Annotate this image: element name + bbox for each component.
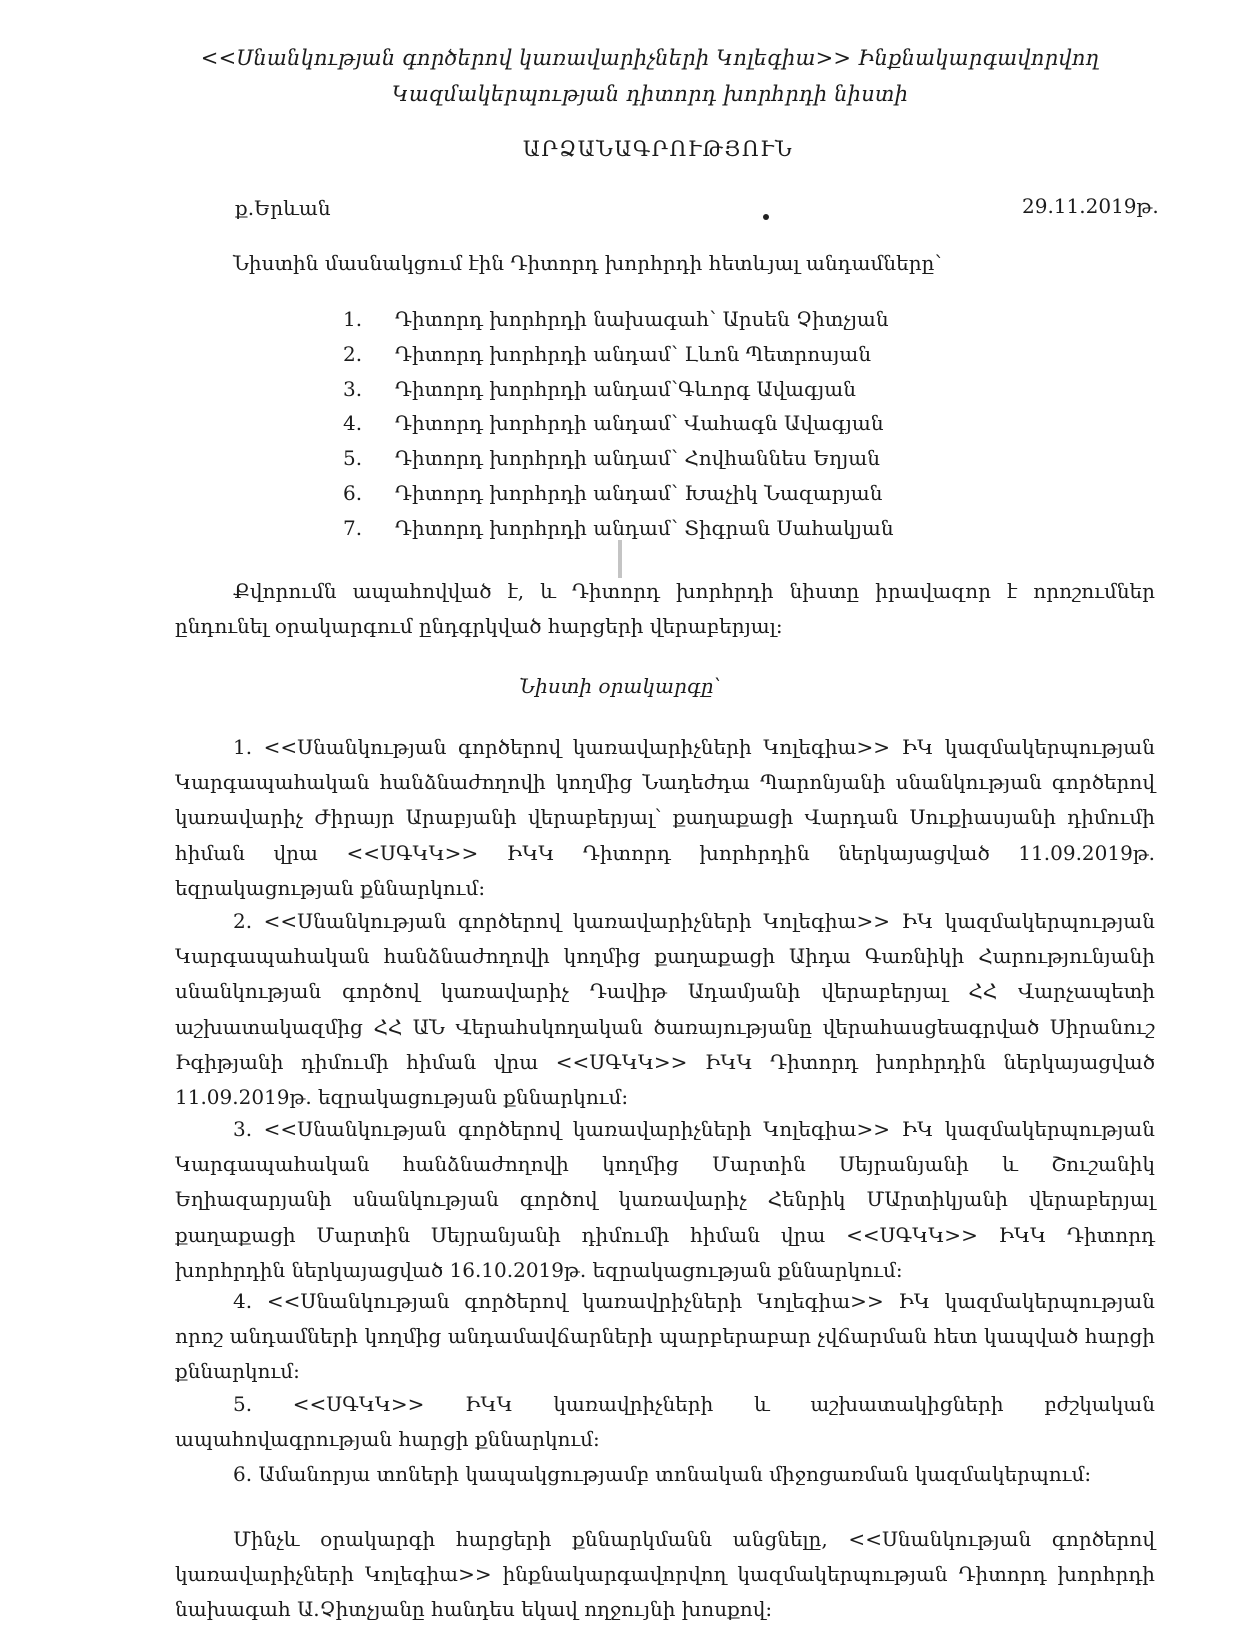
- member-text: Դիտորդ խորհրդի անդամ՝ Տիգրան Սահակյան: [395, 515, 894, 540]
- member-text: Դիտորդ խորհրդի անդամ՝ Հովհաննես Եղյան: [395, 446, 880, 471]
- agenda-item: 1. <<Սնանկության գործերով կառավարիչների Կոլեգիա>> ԻԿ կազմակերպության Կարգապահական հանձնաժողովի կողմից Նադեժդա Պարոնյանի սնանկության գործերով կառավարիչ Ժիրայր Արաբյանի վերաբերյալ՝ քաղաքացի Վարդան Սուքիասյանի դիմումի հիման վրա <<ՍԳԿԿ>> ԻԿԿ Դիտորդ խորհրդին ներկայացված 11.09.2019թ. եզրակացության քննարկում:: [175, 735, 1155, 900]
- scan-mark: [618, 540, 622, 578]
- document-title: ԱՐՁԱՆԱԳՐՈՒԹՅՈՒՆ: [522, 137, 794, 161]
- member-text: Դիտորդ խորհրդի անդամ՝ Վահագն Ավագյան: [395, 411, 884, 436]
- agenda-item: 3. <<Սնանկության գործերով կառավարիչների Կոլեգիա>> ԻԿ կազմակերպության Կարգապահական հանձնաժողովի կողմից Մարտին Սեյրանյանի և Շուշանիկ Եղիազարյանի սնանկության գործով կառավարիչ Հենրիկ ՄԱրտիկյանի վերաբերյալ քաղաքացի Մարտին Սեյրանյանի դիմումի հիման վրա <<ՍԳԿԿ>> ԻԿԿ Դիտորդ խորհրդին ներկայացված 16.10.2019թ. եզրակացության քննարկում:: [175, 1117, 1155, 1282]
- closing-paragraph: Մինչև օրակարգի հարցերի քննարկմանն անցնելը, <<Սնանկության գործերով կառավարիչների Կոլեգիա>> ինքնակարգավորվող կազմակերպության Դիտորդ խորհրդի նախագահ Ա.Չիտչյանը հանդես եկավ ողջույնի խոսքով:: [175, 1527, 1155, 1622]
- member-number: 5.: [343, 446, 363, 471]
- member-number: 2.: [343, 341, 363, 366]
- member-item: [343, 377, 894, 412]
- member-item: [343, 342, 894, 377]
- agenda-item: 6. Ամանորյա տոների կապակցությամբ տոնական միջոցառման կազմակերպում:: [233, 1462, 1092, 1486]
- member-item: [343, 307, 894, 342]
- header-line-1: <<Սնանկության գործերով կառավարիչների Կոլեգիա>> Ինքնակարգավորվող: [200, 46, 1100, 70]
- quorum-paragraph: Քվորումն ապահովված է, և Դիտորդ խորհրդի նիստը իրավազոր է որոշումներ ընդունել օրակարգում ընդգրկված հարցերի վերաբերյալ:: [175, 579, 1155, 639]
- date-label: 29.11.2019թ.: [1022, 194, 1159, 218]
- member-item: [343, 446, 894, 481]
- member-number: 4.: [343, 411, 363, 436]
- agenda-item: 4. <<Սնանկության գործերով կառավրիչների Կոլեգիա>> ԻԿ կազմակերպության որոշ անդամների կողմից անդամավճարների պարբերաբար չվճարման հետ կապված հարցի քննարկում:: [175, 1289, 1155, 1384]
- member-item: [343, 411, 894, 446]
- attendees-intro: Նիստին մասնակցում էին Դիտորդ խորհրդի հետևյալ անդամները՝: [233, 251, 942, 275]
- member-number: 6.: [343, 480, 363, 505]
- member-text: Դիտորդ խորհրդի անդամ՝ Խաչիկ Նազարյան: [395, 480, 883, 505]
- agenda-item: 2. <<Սնանկության գործերով կառավարիչների Կոլեգիա>> ԻԿ կազմակերպության Կարգապահական հանձնաժողովի կողմից քաղաքացի Աիդա Գառնիկի Հարությունյանի սնանկության գործով կառավարիչ Դավիթ Ադամյանի վերաբերյալ ՀՀ Վարչապետի աշխատակազմից ՀՀ ԱՆ Վերահսկողական ծառայությանը վերահասցեագրված Սիրանուշ Իգիթյանի դիմումի հիման վրա <<ՍԳԿԿ>> ԻԿԿ Դիտորդ խորհրդին ներկայացված 11.09.2019թ. եզրակացության քննարկում:: [175, 909, 1155, 1110]
- member-text: Դիտորդ խորհրդի անդամ՝ Լևոն Պետրոսյան: [395, 341, 872, 366]
- member-text: Դիտորդ խորհրդի անդամ՝Գևորգ Ավագյան: [395, 376, 856, 401]
- member-number: 1.: [343, 307, 363, 331]
- member-number: 3.: [343, 376, 363, 401]
- city-label: ք.Երևան: [235, 196, 331, 220]
- members-list: [343, 307, 894, 551]
- member-item: [343, 481, 894, 516]
- member-text: Դիտորդ խորհրդի նախագահ՝ Արսեն Չիտչյան: [395, 307, 889, 331]
- agenda-item: 5. <<ՍԳԿԿ>> ԻԿԿ կառավրիչների և աշխատակիցների բժշկական ապահովագրության հարցի քննարկում:: [175, 1392, 1155, 1452]
- member-number: 7.: [343, 515, 363, 540]
- agenda-title: Նիստի օրակարգը՝: [519, 674, 721, 698]
- header-line-2: Կազմակերպության դիտորդ խորհրդի նիստի: [391, 82, 909, 106]
- ink-dot: [763, 214, 769, 220]
